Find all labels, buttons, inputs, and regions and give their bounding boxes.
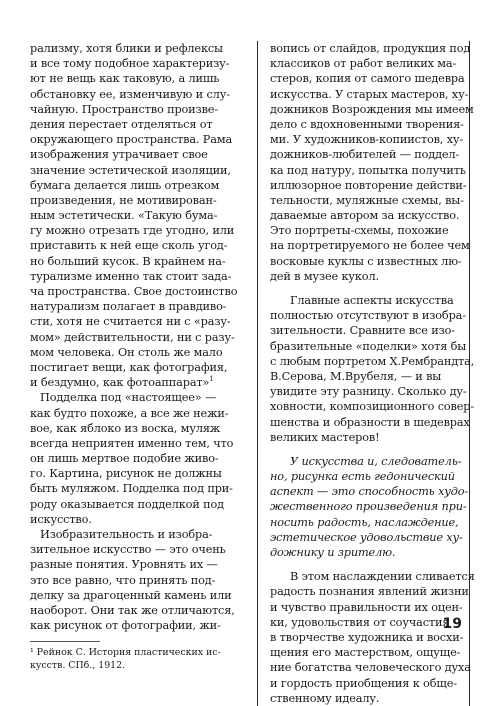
text-line: турализме именно так стоит зада- bbox=[30, 269, 232, 283]
text-line: ственному идеалу. bbox=[270, 691, 380, 705]
text-line: зительности. Сравните все изо- bbox=[270, 324, 455, 338]
text-line: ным эстетически. «Такую бума- bbox=[30, 209, 218, 223]
text-line: искусство. bbox=[30, 512, 92, 526]
text-line: полностью отсутствуют в изобра- bbox=[270, 309, 466, 323]
text-line: стеров, копия от самого шедевра bbox=[270, 72, 465, 86]
text-line: даваемые автором за искусство. bbox=[270, 209, 460, 223]
text-line: иллюзорное повторение действи- bbox=[270, 178, 467, 192]
text-line: дело с вдохновенными творения- bbox=[270, 117, 464, 131]
text-line: на портретируемого не более чем bbox=[270, 239, 470, 253]
text-line: вое, как яблоко из воска, муляж bbox=[30, 421, 221, 435]
text-line: и чувство правильности их оцен- bbox=[270, 600, 463, 614]
text-line: мом человека. Он столь же мало bbox=[30, 345, 223, 359]
text-line: дожнику и зрителю. bbox=[270, 546, 396, 559]
left-column bbox=[30, 41, 242, 672]
text-line: значение эстетической изоляции, bbox=[30, 163, 231, 177]
text-line: Это портреты-схемы, похожие bbox=[270, 224, 449, 238]
text-line: В.Серова, М.Врубеля, — и вы bbox=[270, 369, 442, 383]
text-line: делку за драгоценный камень или bbox=[30, 588, 232, 602]
paragraph bbox=[262, 569, 475, 706]
text-line: и гордость приобщения к обще- bbox=[270, 676, 457, 690]
right-column bbox=[257, 41, 475, 706]
text-line: вопись от слайдов, продукция под bbox=[270, 42, 471, 55]
text-line: как рисунок от фотографии, жи- bbox=[30, 619, 221, 633]
text-line: бумага делается лишь отрезком bbox=[30, 178, 220, 192]
text-line: с любым портретом Х.Рембрандта, bbox=[270, 354, 475, 368]
text-line: носить радость, наслаждение, bbox=[270, 515, 459, 529]
text-line: натурализм полагает в правдиво- bbox=[30, 300, 227, 314]
page-number: 19 bbox=[442, 616, 462, 632]
text-line: восковые куклы с известных лю- bbox=[270, 254, 462, 268]
text-line: В этом наслаждении сливается bbox=[290, 570, 475, 584]
footnote-marker: 1 bbox=[209, 375, 214, 384]
text-line: ча пространства. Свое достоинство bbox=[30, 285, 238, 298]
text-line: но, рисунка есть гедонический bbox=[270, 470, 455, 484]
text-line: увидите эту разницу. Сколько ду- bbox=[270, 385, 467, 399]
paragraph bbox=[30, 527, 242, 633]
footnote-rule bbox=[30, 641, 100, 642]
text-line: классиков от работ великих ма- bbox=[270, 57, 457, 71]
text-line: Главные аспекты искусства bbox=[290, 294, 454, 307]
text-line: рализму, хотя блики и рефлексы bbox=[30, 42, 223, 55]
text-line: бразительные «поделки» хотя бы bbox=[270, 339, 467, 353]
text-line: ют не вещь как таковую, а лишь bbox=[30, 72, 220, 86]
text-line: всегда неприятен именно тем, что bbox=[30, 436, 234, 450]
footnote bbox=[30, 647, 242, 672]
text-line: дожников-любителей — поддел- bbox=[270, 148, 460, 162]
text-line: изображения утрачивает свое bbox=[30, 148, 208, 162]
text-line: радость познания явлений жизни bbox=[270, 585, 469, 599]
text-line: приставить к ней еще сколь угод- bbox=[30, 239, 228, 253]
text-line: произведения, не мотивирован- bbox=[30, 193, 217, 207]
text-line: сти, хотя не считается ни с «разу- bbox=[30, 315, 231, 329]
text-line: ми. У художников-копиистов, ху- bbox=[270, 133, 464, 147]
text-line: разные понятия. Уровнять их — bbox=[30, 558, 218, 572]
text-line: Подделка под «настоящее» — bbox=[40, 391, 217, 405]
text-line: дожников Возрождения мы имеем bbox=[270, 102, 474, 116]
highlight-paragraph bbox=[262, 454, 469, 560]
text-line: ки, удовольствия от соучастия bbox=[270, 615, 450, 629]
text-line: окружающего пространства. Рама bbox=[30, 133, 233, 147]
text-line: аспект — это способность худо- bbox=[270, 485, 469, 499]
boxed-section bbox=[257, 41, 475, 706]
text-line: в творчестве художника и восхи- bbox=[270, 630, 464, 644]
text-line: ка под натуру, попытка получить bbox=[270, 163, 466, 177]
text-line: мом» действительности, ни с разу- bbox=[30, 330, 235, 344]
text-line: тельности, муляжные схемы, вы- bbox=[270, 193, 464, 207]
text-line: эстетическое удовольствие ху- bbox=[270, 530, 463, 544]
text-line: это все равно, что принять под- bbox=[30, 573, 216, 587]
paragraph bbox=[262, 41, 474, 284]
footnote-line: кусств. СПб., 1912. bbox=[30, 659, 126, 671]
text-line: роду оказывается подделкой под bbox=[30, 497, 224, 511]
text-line: У искусства и, следователь- bbox=[290, 454, 462, 468]
paragraph bbox=[30, 41, 242, 390]
text-line: дения перестает отделяться от bbox=[30, 117, 213, 131]
text-line: Изобразительность и изобра- bbox=[40, 528, 213, 541]
paragraph bbox=[262, 293, 475, 445]
text-line: и все тому подобное характеризу- bbox=[30, 57, 230, 71]
text-line: он лишь мертвое подобие живо- bbox=[30, 452, 219, 466]
text-line: постигает вещи, как фотография, bbox=[30, 360, 228, 374]
text-line: ховности, композиционного совер- bbox=[270, 400, 475, 414]
text-line: го. Картина, рисунок не должны bbox=[30, 467, 222, 481]
paragraph bbox=[30, 390, 242, 527]
text-line: гу можно отрезать где угодно, или bbox=[30, 224, 235, 238]
text-line: чайную. Пространство произве- bbox=[30, 102, 218, 116]
text-line: и бездумно, как фотоаппарат»$^1$ bbox=[30, 375, 214, 390]
text-line: быть муляжом. Подделка под при- bbox=[30, 482, 233, 496]
text-line: дей в музее кукол. bbox=[270, 269, 379, 283]
text-line: наоборот. Они так же отличаются, bbox=[30, 603, 235, 617]
text-line: жественного произведения при- bbox=[270, 500, 467, 514]
text-line: обстановку ее, изменчивую и слу- bbox=[30, 87, 230, 101]
text-line: шенства и образности в шедеврах bbox=[270, 415, 470, 429]
footnote-line: ¹ Рейнок С. История пластических ис- bbox=[30, 647, 221, 659]
text-line: великих мастеров! bbox=[270, 430, 380, 444]
text-line: искусства. У старых мастеров, ху- bbox=[270, 87, 469, 101]
text-line: ние богатства человеческого духа bbox=[270, 661, 471, 675]
text-line: зительное искусство — это очень bbox=[30, 543, 226, 557]
text-line: как будто похоже, а все же нежи- bbox=[30, 406, 229, 420]
text-line: щения его мастерством, ощуще- bbox=[270, 646, 461, 660]
text-line: но больший кусок. В крайнем на- bbox=[30, 254, 226, 268]
